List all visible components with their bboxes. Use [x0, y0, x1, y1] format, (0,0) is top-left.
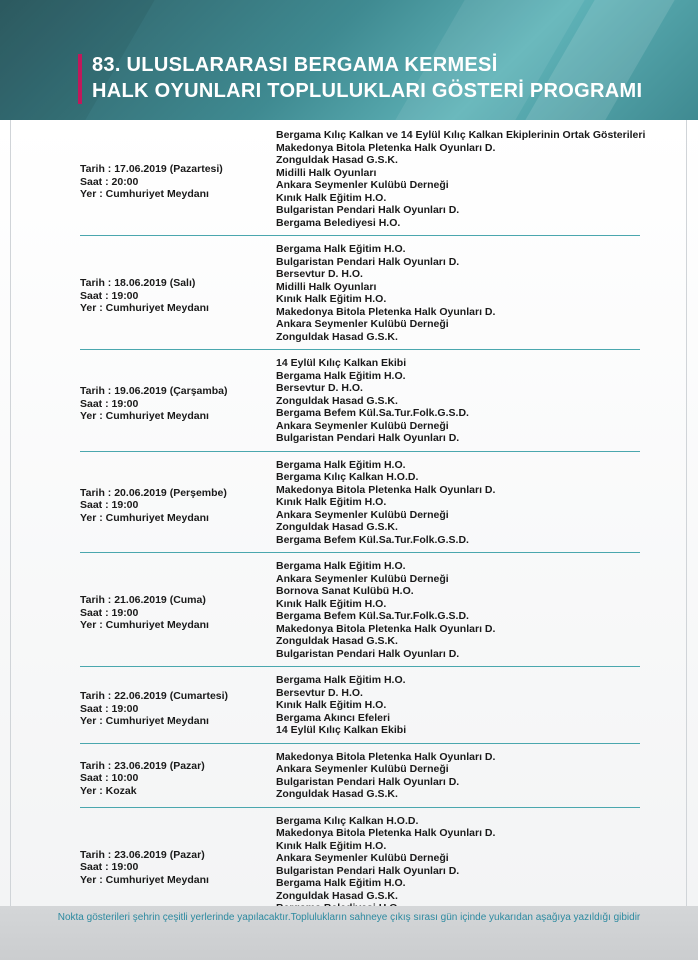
group-list [276, 459, 495, 547]
entry-separator [80, 235, 640, 236]
group-name: Zonguldak Hasad G.S.K. [276, 889, 398, 902]
event-time: Saat : 19:00 [80, 861, 139, 873]
entry-separator [80, 743, 640, 744]
group-name: Zonguldak Hasad G.S.K. [276, 635, 398, 647]
group-name: Bergama Halk Eğitim H.O. [276, 877, 406, 889]
entry-separator [80, 451, 640, 452]
group-name: Bergama Befem Kül.Sa.Tur.Folk.G.S.D. [276, 610, 469, 622]
group-name: Bergama Halk Eğitim H.O. [276, 369, 406, 382]
title-line-2: HALK OYUNLARI TOPLULUKLARI GÖSTERİ PROGRAMI [92, 80, 643, 102]
group-name: Bergama Kılıç Kalkan H.O.D. [276, 814, 419, 827]
schedule-entry [0, 459, 698, 547]
entry-separator [80, 552, 640, 553]
event-place: Yer : Cumhuriyet Meydanı [80, 302, 209, 314]
group-name: Makedonya Bitola Pletenka Halk Oyunları D. [276, 827, 496, 839]
event-details [80, 487, 227, 525]
group-name: 14 Eylül Kılıç Kalkan Ekibi [276, 357, 407, 369]
group-name: Makedonya Bitola Pletenka Halk Oyunları D. [276, 750, 496, 763]
group-name: Zonguldak Hasad G.S.K. [276, 788, 398, 800]
group-name: Bersevtur D. H.O. [276, 268, 363, 280]
event-place: Yer : Cumhuriyet Meydanı [80, 873, 209, 886]
group-name: Bulgaristan Pendari Halk Oyunları D. [276, 647, 460, 660]
group-name: Kınık Halk Eğitim H.O. [276, 839, 387, 852]
event-details [80, 760, 205, 798]
group-name: Bersevtur D. H.O. [276, 686, 363, 699]
group-list [276, 357, 469, 445]
group-name: Kınık Halk Eğitim H.O. [276, 699, 387, 711]
event-date: Tarih : 20.06.2019 (Perşembe) [80, 486, 227, 499]
event-place: Yer : Kozak [80, 784, 137, 797]
group-name: Midilli Halk Oyunları [276, 166, 377, 179]
group-name: Ankara Seymenler Kulübü Derneği [276, 508, 449, 521]
event-details [80, 849, 209, 887]
schedule-entry [0, 243, 698, 343]
group-name: Zonguldak Hasad G.S.K. [276, 154, 398, 166]
event-place: Yer : Cumhuriyet Meydanı [80, 715, 209, 727]
group-list [276, 560, 495, 660]
event-time: Saat : 10:00 [80, 772, 139, 784]
group-name: Bulgaristan Pendari Halk Oyunları D. [276, 204, 460, 216]
group-list [276, 243, 495, 343]
group-name: Bulgaristan Pendari Halk Oyunları D. [276, 775, 460, 788]
group-name: Kınık Halk Eğitim H.O. [276, 293, 387, 305]
group-name: Zonguldak Hasad G.S.K. [276, 394, 398, 407]
group-name: Bergama Kılıç Kalkan ve 14 Eylül Kılıç Kalkan Ekiplerinin Ortak Gösterileri [276, 129, 646, 141]
event-place: Yer : Cumhuriyet Meydanı [80, 410, 209, 422]
group-name: Ankara Seymenler Kulübü Derneği [276, 419, 449, 432]
event-place: Yer : Cumhuriyet Meydanı [80, 511, 209, 524]
event-time: Saat : 19:00 [80, 606, 139, 619]
group-name: Makedonya Bitola Pletenka Halk Oyunları D. [276, 622, 496, 635]
title-accent-bar [78, 54, 82, 104]
event-time: Saat : 19:00 [80, 397, 139, 410]
group-name: Bergama Kılıç Kalkan H.O.D. [276, 471, 419, 483]
schedule-entry [0, 674, 698, 737]
group-name: Bulgaristan Pendari Halk Oyunları D. [276, 255, 460, 268]
event-date: Tarih : 17.06.2019 (Pazartesi) [80, 163, 223, 175]
title-line-1: 83. ULUSLARARASI BERGAMA KERMESİ [92, 54, 498, 76]
group-list [276, 751, 495, 801]
group-name: Ankara Seymenler Kulübü Derneği [276, 572, 449, 585]
event-details [80, 594, 209, 632]
group-name: Kınık Halk Eğitim H.O. [276, 597, 387, 610]
group-name: Ankara Seymenler Kulübü Derneği [276, 318, 449, 330]
group-name: Midilli Halk Oyunları [276, 280, 377, 293]
group-name: Kınık Halk Eğitim H.O. [276, 496, 387, 508]
footer-note: Nokta gösterileri şehrin çeşitli yerlerinde yapılacaktır.Toplulukların sahneye çıkış sırası gün içinde yukarıdan aşağıya yazıldığı gibidir [57, 912, 641, 923]
event-details [80, 277, 209, 315]
group-name: Makedonya Bitola Pletenka Halk Oyunları D. [276, 305, 496, 318]
group-name: Ankara Seymenler Kulübü Derneği [276, 852, 449, 864]
event-time: Saat : 19:00 [80, 499, 139, 511]
event-time: Saat : 20:00 [80, 175, 139, 188]
event-date: Tarih : 23.06.2019 (Pazar) [80, 848, 205, 861]
group-name: Bergama Akıncı Efeleri [276, 711, 390, 724]
event-time: Saat : 19:00 [80, 289, 139, 302]
group-name: Makedonya Bitola Pletenka Halk Oyunları D. [276, 141, 496, 154]
group-name: Bulgaristan Pendari Halk Oyunları D. [276, 864, 460, 877]
group-name: Bergama Befem Kül.Sa.Tur.Folk.G.S.D. [276, 533, 469, 546]
event-date: Tarih : 21.06.2019 (Cuma) [80, 594, 206, 606]
group-name: Bergama Halk Eğitim H.O. [276, 674, 406, 686]
group-name: Ankara Seymenler Kulübü Derneği [276, 763, 449, 775]
group-name: Ankara Seymenler Kulübü Derneği [276, 179, 449, 191]
group-list [276, 815, 495, 915]
schedule-entry [0, 129, 698, 229]
group-name: Makedonya Bitola Pletenka Halk Oyunları D. [276, 483, 496, 496]
entry-separator [80, 349, 640, 350]
group-name: 14 Eylül Kılıç Kalkan Ekibi [276, 724, 407, 736]
event-time: Saat : 19:00 [80, 702, 139, 715]
event-date: Tarih : 22.06.2019 (Cumartesi) [80, 690, 229, 702]
event-details [80, 690, 228, 728]
event-details [80, 163, 223, 201]
group-list [276, 129, 645, 229]
event-place: Yer : Cumhuriyet Meydanı [80, 619, 209, 631]
group-name: Bersevtur D. H.O. [276, 382, 363, 394]
group-name: Bulgaristan Pendari Halk Oyunları D. [276, 432, 460, 444]
event-details [80, 385, 227, 423]
group-name: Zonguldak Hasad G.S.K. [276, 521, 398, 533]
schedule-entry [0, 751, 698, 801]
event-date: Tarih : 18.06.2019 (Salı) [80, 277, 196, 289]
group-name: Kınık Halk Eğitim H.O. [276, 191, 387, 204]
schedule-entry [0, 560, 698, 660]
group-name: Bergama Halk Eğitim H.O. [276, 243, 406, 255]
group-name: Bergama Halk Eğitim H.O. [276, 560, 406, 572]
group-list [276, 674, 406, 737]
event-place: Yer : Cumhuriyet Meydanı [80, 188, 209, 200]
group-name: Bergama Halk Eğitim H.O. [276, 458, 406, 471]
event-date: Tarih : 23.06.2019 (Pazar) [80, 759, 205, 772]
group-name: Bergama Belediyesi H.O. [276, 216, 401, 229]
group-name: Bergama Befem Kül.Sa.Tur.Folk.G.S.D. [276, 407, 469, 419]
group-name: Zonguldak Hasad G.S.K. [276, 330, 398, 343]
entry-separator [80, 666, 640, 667]
page-title [92, 52, 642, 104]
schedule-entry [0, 357, 698, 445]
entry-separator [80, 807, 640, 808]
event-date: Tarih : 19.06.2019 (Çarşamba) [80, 385, 228, 397]
group-name: Bornova Sanat Kulübü H.O. [276, 585, 414, 597]
page-footer [0, 906, 698, 960]
schedule-entry [0, 815, 698, 915]
